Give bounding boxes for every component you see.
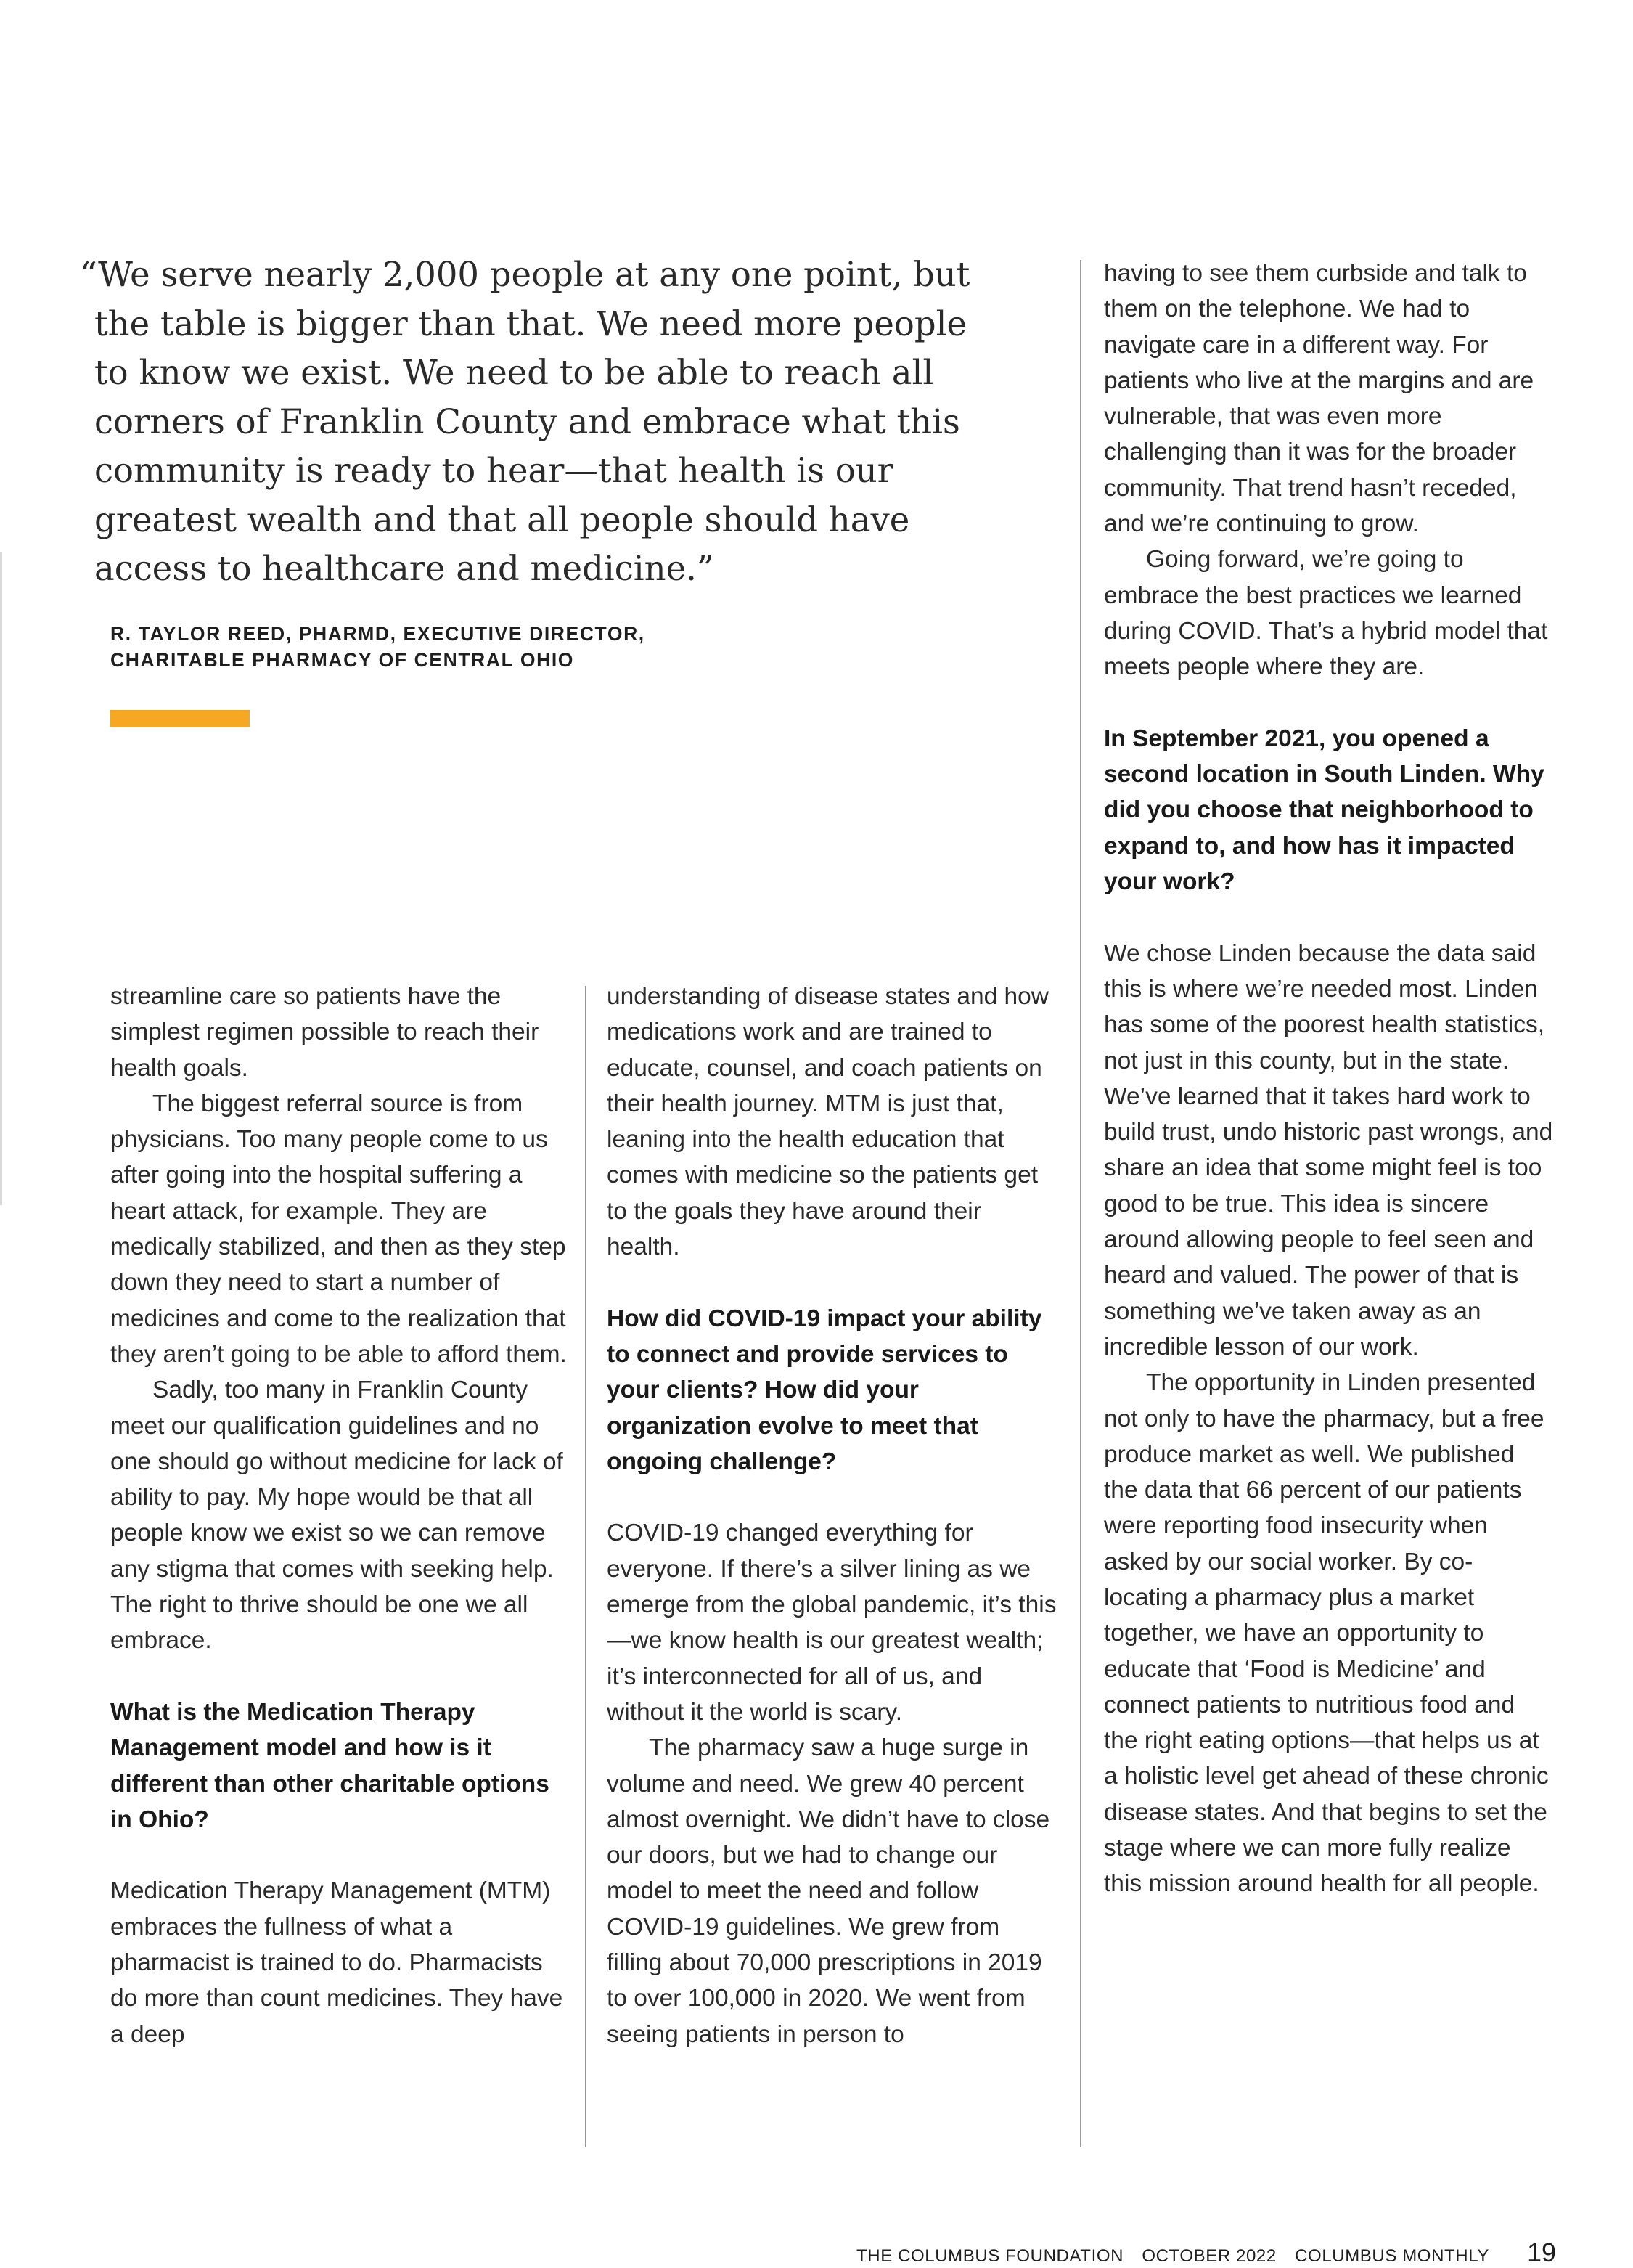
footer-issue: OCTOBER 2022	[1142, 2246, 1277, 2266]
attribution-line-1: R. TAYLOR REED, PHARMD, EXECUTIVE DIRECTOR,	[110, 623, 645, 645]
interview-question: In September 2021, you opened a second location in South Linden. Why did you choose that neighborhood to expand to, and how has it impacted your work?	[1104, 725, 1544, 896]
page-footer	[856, 2246, 1502, 2267]
quote-attribution	[110, 621, 836, 673]
paragraph: COVID-19 changed everything for everyone. If there’s a silver lining as we emerge from the global pandemic, it’s this—we know health is our greatest wealth; it’s interconnected for all of us, and without it the world is scary.	[607, 1520, 1057, 1726]
column-divider-1	[585, 986, 586, 2147]
article-column-3	[1104, 256, 1554, 1902]
page-edge-mark	[0, 552, 2, 1205]
column-divider-2	[1080, 260, 1081, 2147]
paragraph: The pharmacy saw a huge surge in volume and need. We grew 40 percent almost overnight. We didn’t have to close our doors, but we had to change our model to meet the need and follow COVID-19 guidelines. We grew from filling about 70,000 prescriptions in 2019 to over 100,000 in 2020. We went from seeing patients in person to	[607, 1734, 1050, 2048]
paragraph: having to see them curbside and talk to them on the telephone. We had to navigate care in a different way. For patients who live at the margins and are vulnerable, that was even more challenging than it was for the broader community. That trend hasn’t receded, and we’re continuing to grow.	[1104, 260, 1534, 538]
paragraph: understanding of disease states and how medications work and are trained to educate, counsel, and coach patients on their health journey. MTM is just that, leaning into the health education that comes with medicine so the patients get to the goals they have around their health.	[607, 983, 1049, 1261]
interview-question: How did COVID-19 impact your ability to connect and provide services to your clients? How did your organization evolve to meet that ongoing challenge?	[607, 1305, 1042, 1475]
footer-magazine: COLUMBUS MONTHLY	[1295, 2246, 1489, 2266]
page-number: 19	[1527, 2238, 1557, 2267]
paragraph: streamline care so patients have the simplest regimen possible to reach their health goals.	[110, 983, 539, 1082]
interview-question: What is the Medication Therapy Management model and how is it different than other charitable options in Ohio?	[110, 1698, 549, 1833]
accent-bar	[110, 710, 250, 727]
paragraph: The opportunity in Linden presented not only to have the pharmacy, but a free produce market as well. We published the data that 66 percent of our patients were reporting food insecurity when asked by our social worker. By co-locating a pharmacy plus a market together, we have an opportunity to educate that ‘Food is Medicine’ and connect patients to nutritious food and the right eating options—that helps us at a holistic level get ahead of these chronic disease states. And that begins to set the stage where we can more fully realize this mission around health for all people.	[1104, 1369, 1549, 1898]
pull-quote: “We serve nearly 2,000 people at any one point, but the table is bigger than that. We need more people to know we exist. We need to be able to reach all corners of Franklin County and embrace what this community is ready to hear—that health is our greatest wealth and that all people should have access to healthcare and medicine.”	[80, 255, 970, 588]
paragraph: Going forward, we’re going to embrace the best practices we learned during COVID. That’s a hybrid model that meets people where they are.	[1104, 546, 1548, 681]
paragraph: The biggest referral source is from physicians. Too many people come to us after going into the hospital suffering a heart attack, for example. They are medically stabilized, and then as they step down they need to start a number of medicines and come to the realization that they aren’t going to be able to afford them.	[110, 1090, 567, 1368]
attribution-line-2: CHARITABLE PHARMACY OF CENTRAL OHIO	[110, 649, 574, 671]
article-column-2	[607, 979, 1057, 2052]
article-column-1	[110, 979, 575, 2052]
paragraph: We chose Linden because the data said this is where we’re needed most. Linden has some of the poorest health statistics, not just in this county, but in the state. We’ve learned that it takes hard work to build trust, undo historic past wrongs, and share an idea that some might feel is too good to be true. This idea is sincere around allowing people to feel seen and heard and valued. The power of that is something we’ve taken away as an incredible lesson of our work.	[1104, 939, 1553, 1361]
paragraph: Medication Therapy Management (MTM) embraces the fullness of what a pharmacist is trained to do. Pharmacists do more than count medicines. They have a deep	[110, 1877, 563, 2048]
paragraph: Sadly, too many in Franklin County meet our qualification guidelines and no one should go without medicine for lack of ability to pay. My hope would be that all people know we exist so we can remove any stigma that comes with seeking help. The right to thrive should be one we all embrace.	[110, 1376, 563, 1655]
footer-publisher: THE COLUMBUS FOUNDATION	[856, 2246, 1124, 2266]
